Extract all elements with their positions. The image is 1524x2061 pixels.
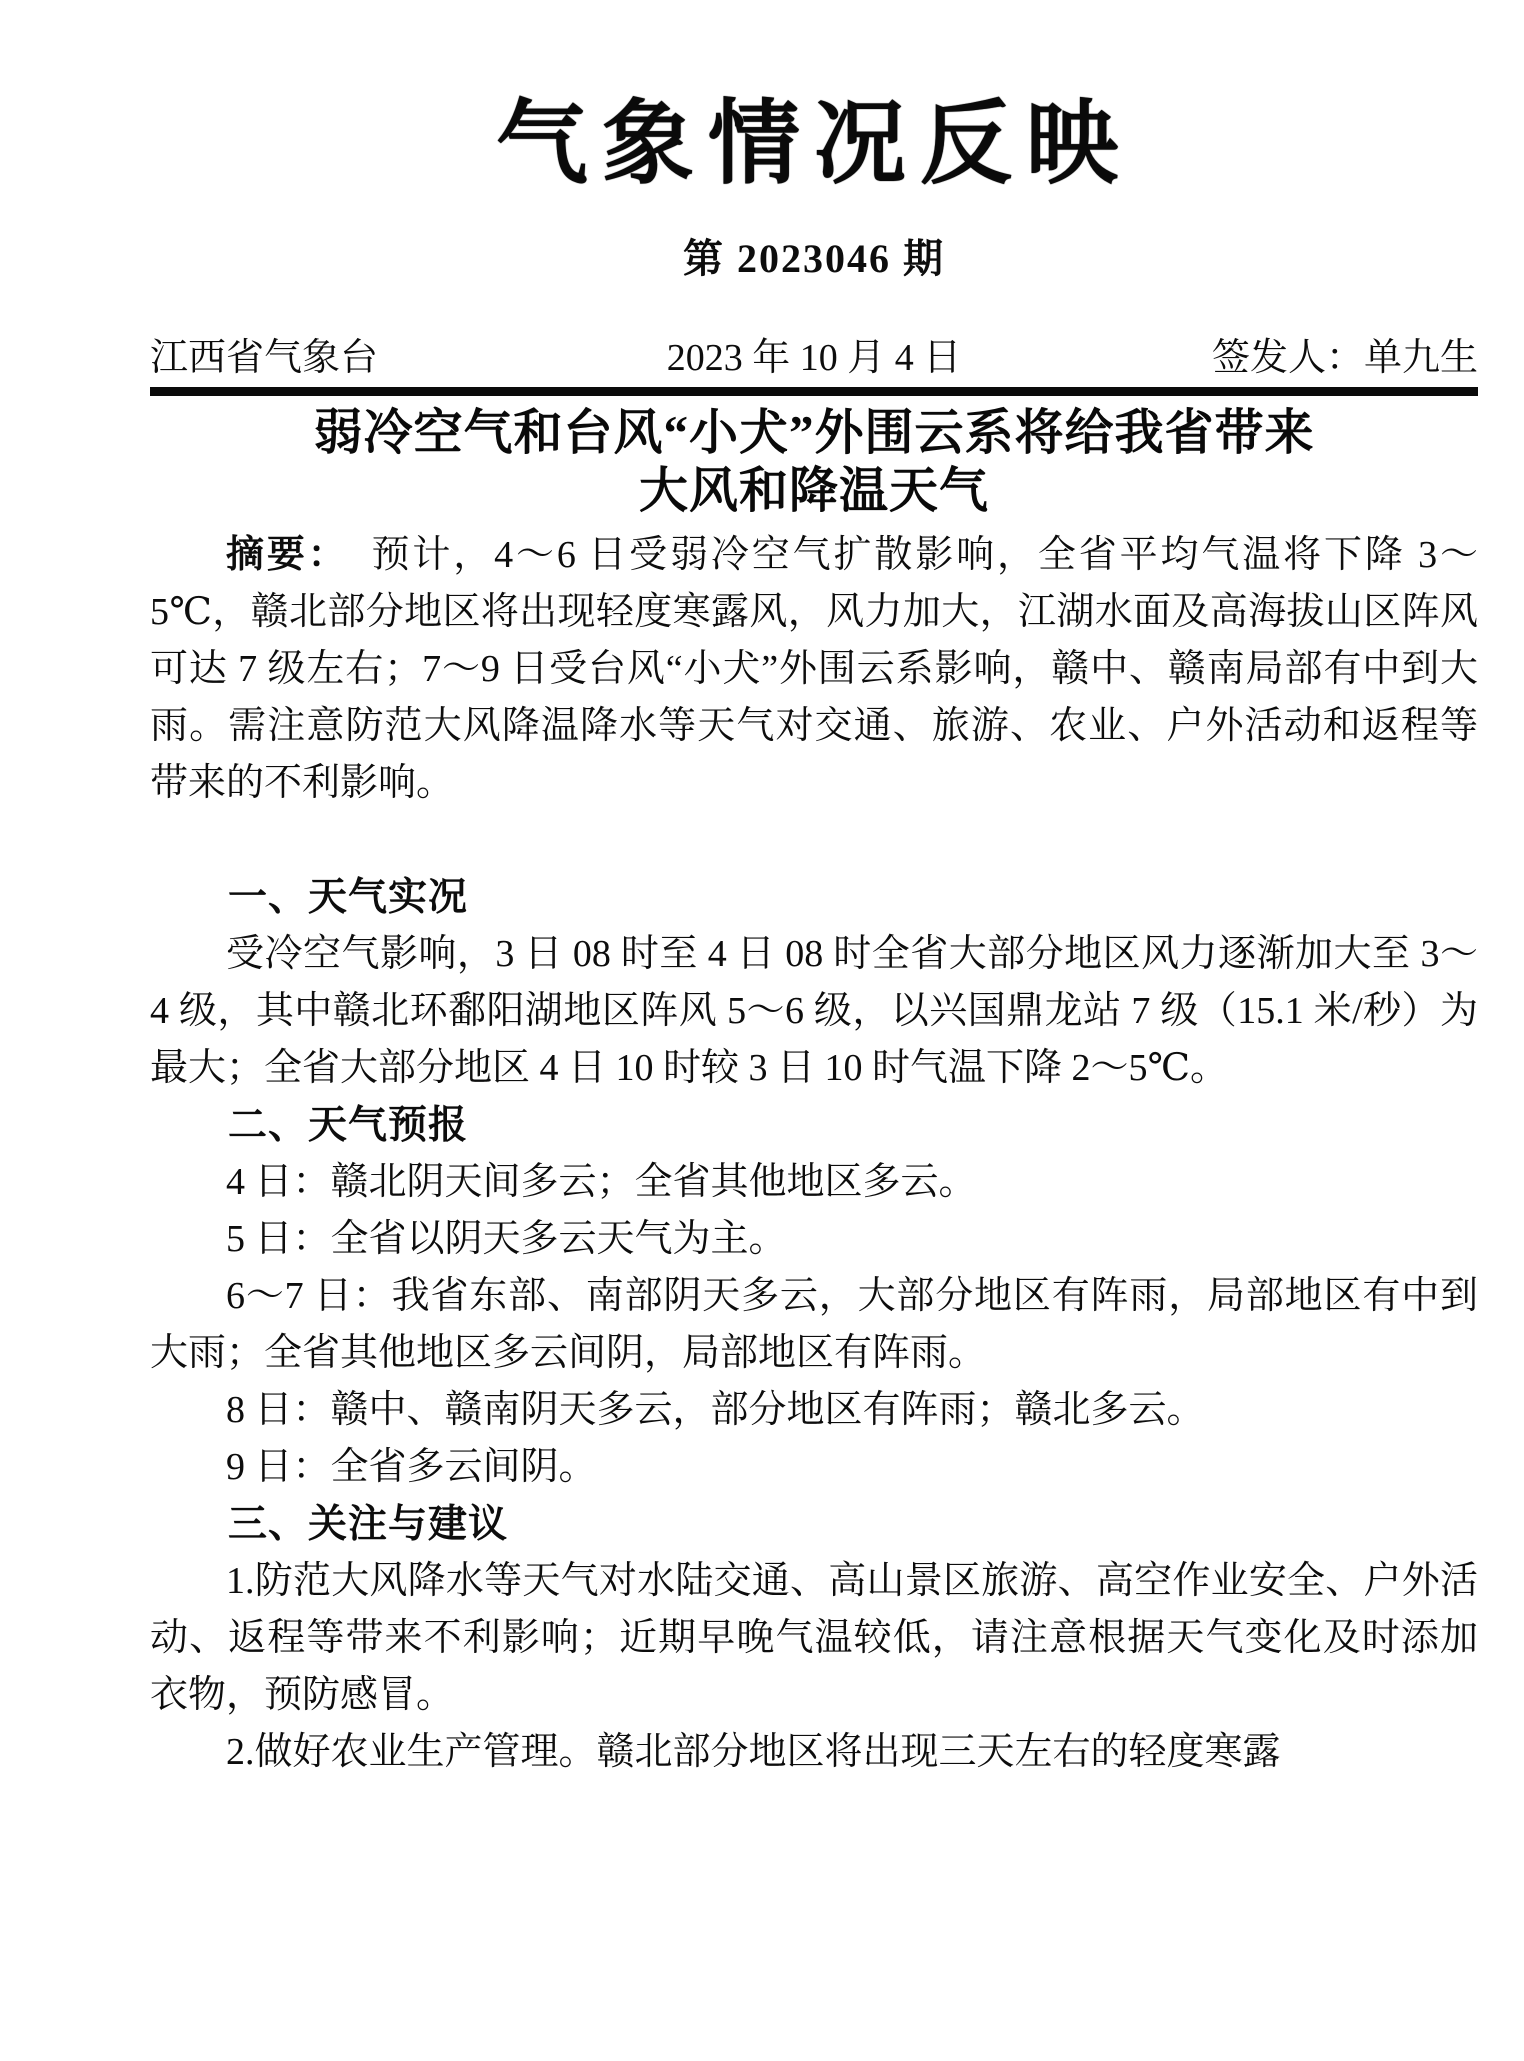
paragraph: 受冷空气影响，3 日 08 时至 4 日 08 时全省大部分地区风力逐渐加大至 3～4 级，其中赣北环鄱阳湖地区阵风 5～6 级，以兴国鼎龙站 7 级（15.1 米/秒）为最大；全省大部分地区 4 日 10 时较 3 日 10 时气温下降 2～5℃。 (150, 933, 1478, 1090)
issuing-agency: 江西省气象台 (150, 336, 379, 379)
abstract-label: 摘要： (226, 534, 349, 577)
abstract-text: 预计，4～6 日受弱冷空气扩散影响，全省平均气温将下降 3～5℃，赣北部分地区将出现轻度寒露风，风力加大，江湖水面及高海拔山区阵风可达 7 级左右；7～9 日受台风“小犬”外围云系影响，赣中、赣南局部有中到大雨。需注意防范大风降温降水等天气对交通、旅游、农业、户外活动和返程等带来的不利影响。 (150, 534, 1478, 805)
section-attention-advice (150, 1496, 1478, 1781)
paragraph: 2.做好农业生产管理。赣北部分地区将出现三天左右的轻度寒露 (226, 1731, 1281, 1774)
masthead-row (150, 326, 1478, 381)
issue-number: 第 2023046 期 (683, 235, 945, 281)
headline-line-1: 弱冷空气和台风“小犬”外围云系将给我省带来 (313, 404, 1315, 460)
bulletin-headline (150, 404, 1478, 522)
masthead-divider-rule (150, 387, 1478, 396)
section-weather-forecast (150, 1097, 1478, 1496)
paragraph: 4 日：赣北阴天间多云；全省其他地区多云。 (226, 1161, 977, 1204)
paragraph: 8 日：赣中、赣南阴天多云，部分地区有阵雨；赣北多云。 (226, 1389, 1205, 1432)
abstract-paragraph (150, 527, 1478, 812)
section-heading-3: 三、关注与建议 (228, 1503, 509, 1547)
paragraph: 5 日：全省以阴天多云天气为主。 (226, 1218, 787, 1261)
paragraph: 6～7 日：我省东部、南部阴天多云，大部分地区有阵雨，局部地区有中到大雨；全省其他地区多云间阴，局部地区有阵雨。 (150, 1275, 1478, 1375)
section-heading-1: 一、天气实况 (228, 876, 469, 920)
section-weather-actual (150, 869, 1478, 1097)
section-heading-2: 二、天气预报 (228, 1104, 469, 1148)
headline-line-2: 大风和降温天气 (638, 463, 989, 519)
document-content (150, 93, 1478, 1781)
paragraph: 1.防范大风降水等天气对水陆交通、高山景区旅游、高空作业安全、户外活动、返程等带来不利影响；近期早晚气温较低，请注意根据天气变化及时添加衣物，预防感冒。 (150, 1560, 1478, 1717)
document-title: 气象情况反映 (495, 93, 1132, 195)
issue-date: 2023 年 10 月 4 日 (666, 336, 962, 379)
document-body (150, 527, 1478, 1781)
signer-name: 签发人：单九生 (1211, 336, 1478, 379)
paragraph: 9 日：全省多云间阴。 (226, 1446, 597, 1489)
